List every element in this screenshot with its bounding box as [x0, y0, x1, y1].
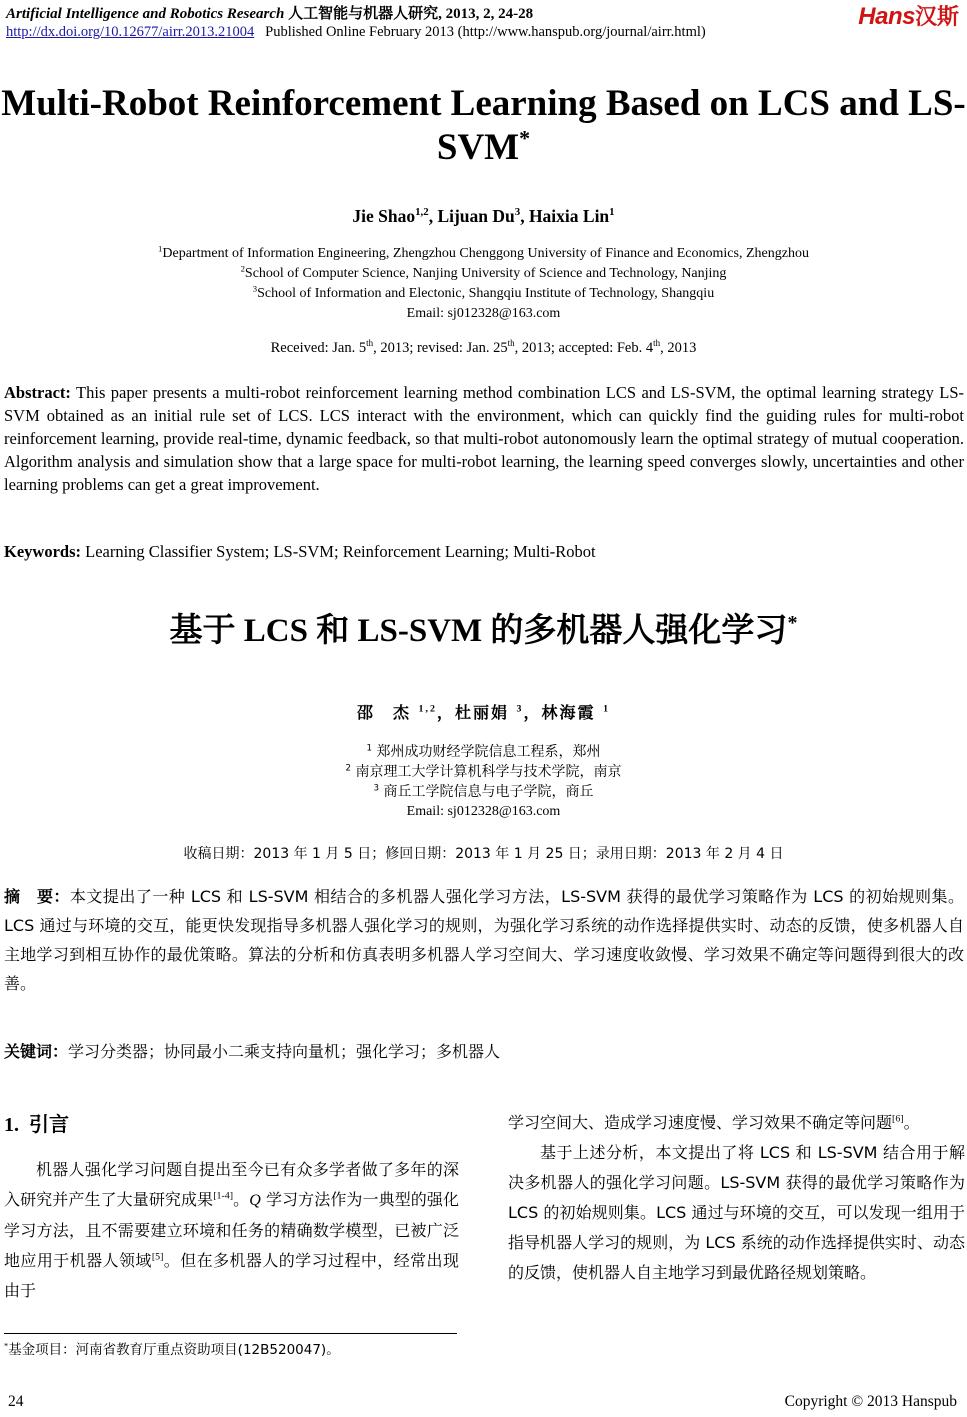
- page-number: 24: [8, 1393, 24, 1410]
- author-en-affiliation-mark: 1,2: [415, 206, 429, 219]
- paragraph-text: 。但在多机器人的学习过程中，经常出现由于: [4, 1251, 459, 1300]
- paragraph: 基于上述分析，本文提出了将 LCS 和 LS-SVM 结合用于解决多机器人的强化学习问题。LS-SVM 获得的最优学习策略作为 LCS 的初始规则集。LCS 通过与环境的交互，可以发现一组用于指导机器人学习的规则，为 LCS 系统的动作选择提供实时、动态的反馈，使机器人自主地学习到最优路径规划策略。: [508, 1143, 965, 1282]
- paragraph-text: 学习方法作为一典型的强化学习方法，且不需要建立环境和任务的精确数学模型，已被广泛地应用于机器人领域: [4, 1190, 459, 1270]
- affiliation-en-2: [0, 264, 967, 284]
- keywords-en-label: Keywords:: [4, 542, 81, 561]
- title-cn-footnote-mark: *: [787, 612, 798, 634]
- journal-name: Artificial Intelligence and Robotics Research: [6, 6, 285, 22]
- section-heading: [4, 1108, 69, 1137]
- affiliation-mark: 1: [366, 743, 373, 754]
- keywords-cn-text: 学习分类器；协同最小二乘支持向量机；强化学习；多机器人: [68, 1042, 501, 1061]
- keywords-cn: [4, 1037, 964, 1066]
- section-number: 1.: [4, 1114, 19, 1136]
- citation: [1-4]: [213, 1190, 234, 1202]
- affiliation-en-1: [0, 244, 967, 264]
- copyright-notice: Copyright © 2013 Hanspub: [784, 1393, 957, 1410]
- citation: [5]: [151, 1251, 164, 1263]
- paragraph-text: 学习空间大、造成学习速度慢、学习效果不确定等问题: [508, 1113, 893, 1132]
- journal-name-cn: 人工智能与机器人研究: [288, 4, 439, 22]
- author-en-3: [529, 206, 615, 226]
- affiliation-mark: 3: [252, 283, 258, 294]
- keywords-en: [4, 540, 964, 563]
- author-cn-affiliation-mark: 1: [603, 703, 611, 715]
- q-symbol: Q: [249, 1192, 261, 1209]
- author-cn-2: [455, 703, 542, 722]
- citation: [6]: [892, 1113, 904, 1125]
- email-cn: Email: sj012328@163.com: [406, 804, 561, 819]
- author-en-1: [352, 206, 437, 226]
- author-cn-3: [542, 703, 611, 722]
- affiliation-cn-1: [0, 742, 967, 762]
- authors-en: [0, 206, 967, 227]
- title-cn-text: 基于 LCS 和 LS-SVM 的多机器人强化学习: [169, 613, 788, 649]
- logo-text-cn: 汉斯: [914, 5, 959, 30]
- keywords-cn-label: 关键词：: [4, 1042, 69, 1061]
- body-column-left: [4, 1155, 459, 1306]
- abstract-cn-label: 摘 要：: [4, 887, 70, 906]
- received-dates-en: [0, 340, 967, 357]
- paragraph: [4, 1155, 459, 1306]
- authors-cn: [0, 700, 967, 723]
- author-en-2: [437, 206, 529, 226]
- affiliations-en: [0, 244, 967, 324]
- author-cn-affiliation-mark: 1,2: [418, 703, 437, 715]
- paper-title-cn: [0, 604, 967, 651]
- paragraph-text: 。: [233, 1190, 250, 1209]
- author-en-name: Haixia Lin: [528, 206, 610, 226]
- author-cn-1: [357, 703, 455, 722]
- author-cn-name: 林海霞: [541, 703, 596, 722]
- doi-line: [6, 24, 706, 41]
- affiliation-text: Department of Information Engineering, Zhengzhou Chenggong University of Finance and Economics, Zhengzhou: [162, 246, 809, 261]
- email-en: Email: sj012328@163.com: [406, 306, 561, 321]
- ordinal-suffix: th: [366, 338, 374, 349]
- affiliation-cn-3: [0, 782, 967, 802]
- author-en-name: Lijuan Du: [437, 206, 515, 226]
- author-cn-name: 邵 杰: [356, 703, 411, 722]
- author-separator: ，: [436, 703, 455, 722]
- author-en-affiliation-mark: 3: [514, 206, 521, 219]
- body-column-right: [508, 1108, 965, 1288]
- footnote-divider: [4, 1333, 457, 1334]
- author-cn-name: 杜丽娟: [454, 703, 509, 722]
- footnote-text: 基金项目：河南省教育厅重点资助项目(12B520047)。: [8, 1342, 340, 1358]
- abstract-cn-text: 本文提出了一种 LCS 和 LS-SVM 相结合的多机器人强化学习方法，LS-SVM 获得的最优学习策略作为 LCS 的初始规则集。LCS 通过与环境的交互，能更快发现指导多机器人强化学习的规则，为强化学习系统的动作选择提供实时、动态的反馈，使多机器人自主地学习到相互协作的最优策略。算法的分析和仿真表明多机器人学习空间大、学习速度收敛慢、学习效果不确定等问题得到很大的改善。: [4, 887, 964, 993]
- published-online: Published Online February 2013 (http://www.hanspub.org/journal/airr.html): [265, 24, 706, 40]
- affiliation-text: School of Information and Electonic, Shangqiu Institute of Technology, Shangqiu: [257, 286, 715, 301]
- journal-header: [6, 2, 533, 23]
- affiliation-mark: 1: [158, 243, 163, 254]
- abstract-en: [4, 381, 964, 496]
- author-separator: ,: [520, 206, 529, 226]
- affiliation-mark: 2: [345, 763, 352, 774]
- affiliation-text: School of Computer Science, Nanjing University of Science and Technology, Nanjing: [244, 266, 727, 281]
- author-separator: ,: [428, 206, 438, 226]
- affiliation-mark: 2: [240, 263, 245, 274]
- author-en-name: Jie Shao: [352, 206, 416, 226]
- footnote: [4, 1338, 340, 1358]
- accepted-part: , 2013; accepted: Feb. 4: [514, 340, 654, 356]
- section-title: 引言: [29, 1112, 69, 1136]
- publisher-logo: [858, 0, 959, 31]
- affiliation-text: 商丘工学院信息与电子学院，商丘: [383, 784, 594, 800]
- logo-text-en: Hans: [858, 3, 915, 30]
- affiliation-mark: 3: [373, 783, 380, 794]
- affiliation-en-3: [0, 284, 967, 304]
- paragraph-text: 机器人强化学习问题自提出至今已有众多学者做了多年的深入研究并产生了大量研究成果: [4, 1160, 459, 1209]
- abstract-en-label: Abstract:: [4, 383, 71, 402]
- author-separator: ，: [523, 703, 542, 722]
- author-en-affiliation-mark: 1: [609, 206, 615, 219]
- footnote-mark: *: [4, 1341, 9, 1351]
- paper-title-en: [0, 82, 967, 170]
- author-cn-affiliation-mark: 3: [516, 703, 524, 715]
- title-en-footnote-mark: *: [519, 125, 531, 151]
- affiliations-cn: [0, 742, 967, 822]
- ordinal-suffix: th: [507, 338, 515, 349]
- abstract-en-text: This paper presents a multi-robot reinforcement learning method combination LCS and LS-SVM, the optimal learning strategy LS-SVM obtained as an initial rule set of LCS. LCS interact with the environment, which can quickly find the guiding rules for multi-robot reinforcement learning, provide real-time, dynamic feedback, so that multi-robot autonomously learn the optimal strategy of mutual cooperation. Algorithm analysis and simulation show that a large space for multi-robot learning, the learning speed converges slowly, uncertainties and other learning problems can get a great improvement.: [4, 383, 965, 494]
- received-dates-cn: 收稿日期：2013 年 1 月 5 日；修回日期：2013 年 1 月 25 日；录用日期：2013 年 2 月 4 日: [183, 846, 784, 862]
- year-part: , 2013: [660, 340, 697, 356]
- affiliation-text: 郑州成功财经学院信息工程系，郑州: [376, 744, 601, 760]
- received-part: Received: Jan. 5: [270, 340, 367, 356]
- paragraph: [508, 1108, 965, 1138]
- revised-part: , 2013; revised: Jan. 25: [373, 340, 508, 356]
- affiliation-cn-2: [0, 762, 967, 782]
- ordinal-suffix: th: [653, 338, 661, 349]
- keywords-en-text: Learning Classifier System; LS-SVM; Reinforcement Learning; Multi-Robot: [85, 542, 596, 561]
- title-en-text: Multi-Robot Reinforcement Learning Based on LCS and LS-SVM: [1, 83, 966, 168]
- journal-issue: , 2013, 2, 24-28: [438, 6, 534, 22]
- doi-link[interactable]: http://dx.doi.org/10.12677/airr.2013.21004: [6, 24, 255, 40]
- affiliation-text: 南京理工大学计算机科学与技术学院，南京: [355, 764, 622, 780]
- abstract-cn: [4, 882, 964, 998]
- paragraph-text: 。: [903, 1113, 920, 1132]
